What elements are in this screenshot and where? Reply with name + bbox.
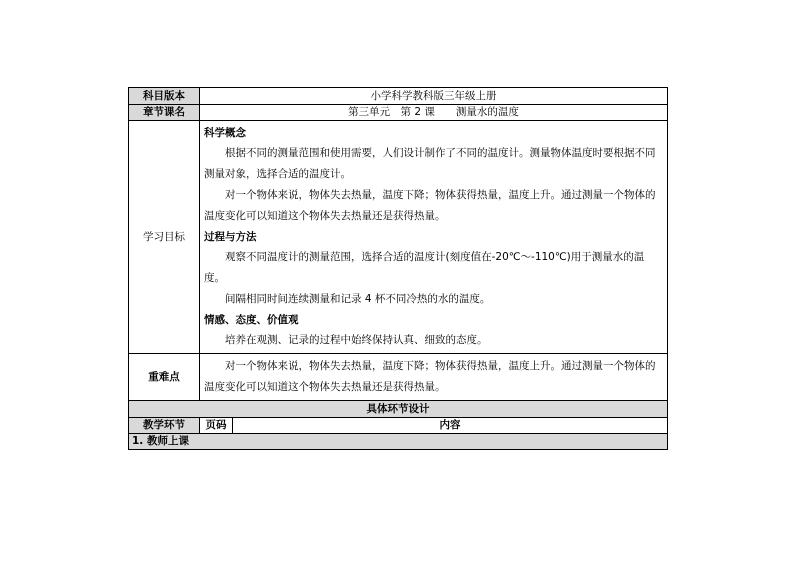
column-step: 教学环节 <box>129 418 200 434</box>
section-title-attitude: 情感、态度、价值观 <box>204 314 299 326</box>
edition-value: 小学科学教科版三年级上册 <box>200 88 668 105</box>
lesson-row <box>129 105 668 121</box>
lesson-label: 章节课名 <box>129 105 200 121</box>
first-step-row <box>129 434 668 450</box>
goals-label: 学习目标 <box>129 121 200 354</box>
key-points-row <box>129 354 668 401</box>
key-points-label: 重难点 <box>129 354 200 401</box>
lesson-plan-table <box>128 87 668 450</box>
first-step: 1. 教师上课 <box>129 434 668 450</box>
section-title-concept: 科学概念 <box>204 127 246 139</box>
goals-row <box>129 121 668 354</box>
column-content: 内容 <box>233 418 668 434</box>
column-header-row <box>129 418 668 434</box>
attitude-paragraph-1: 培养在观测、记录的过程中始终保持认真、细致的态度。 <box>225 334 488 346</box>
key-points-text: 对一个物体来说，物体失去热量，温度下降；物体获得热量，温度上升。通过测量一个物体的温度变化可以知道这个物体失去热量还是获得热量。 <box>204 360 656 393</box>
concept-paragraph-1: 根据不同的测量范围和使用需要，人们设计制作了不同的温度计。测量物体温度时要根据不同测量对象，选择合适的温度计。 <box>204 147 656 180</box>
lesson-value: 第三单元 第 2 课 测量水的温度 <box>200 105 668 121</box>
design-header: 具体环节设计 <box>129 401 668 418</box>
design-header-row <box>129 401 668 418</box>
process-paragraph-1: 观察不同温度计的测量范围，选择合适的温度计(刻度值在-20℃～-110℃)用于测量水的温度。 <box>204 251 645 284</box>
column-page: 页码 <box>200 418 233 434</box>
process-paragraph-2: 间隔相同时间连续测量和记录 4 杯不同冷热的水的温度。 <box>225 293 491 305</box>
edition-row <box>129 88 668 105</box>
key-points-content <box>200 354 668 401</box>
concept-paragraph-2: 对一个物体来说，物体失去热量，温度下降；物体获得热量，温度上升。通过测量一个物体的温度变化可以知道这个物体失去热量还是获得热量。 <box>204 189 656 222</box>
goals-content <box>200 121 668 354</box>
edition-label: 科目版本 <box>129 88 200 105</box>
section-title-process: 过程与方法 <box>204 231 257 243</box>
